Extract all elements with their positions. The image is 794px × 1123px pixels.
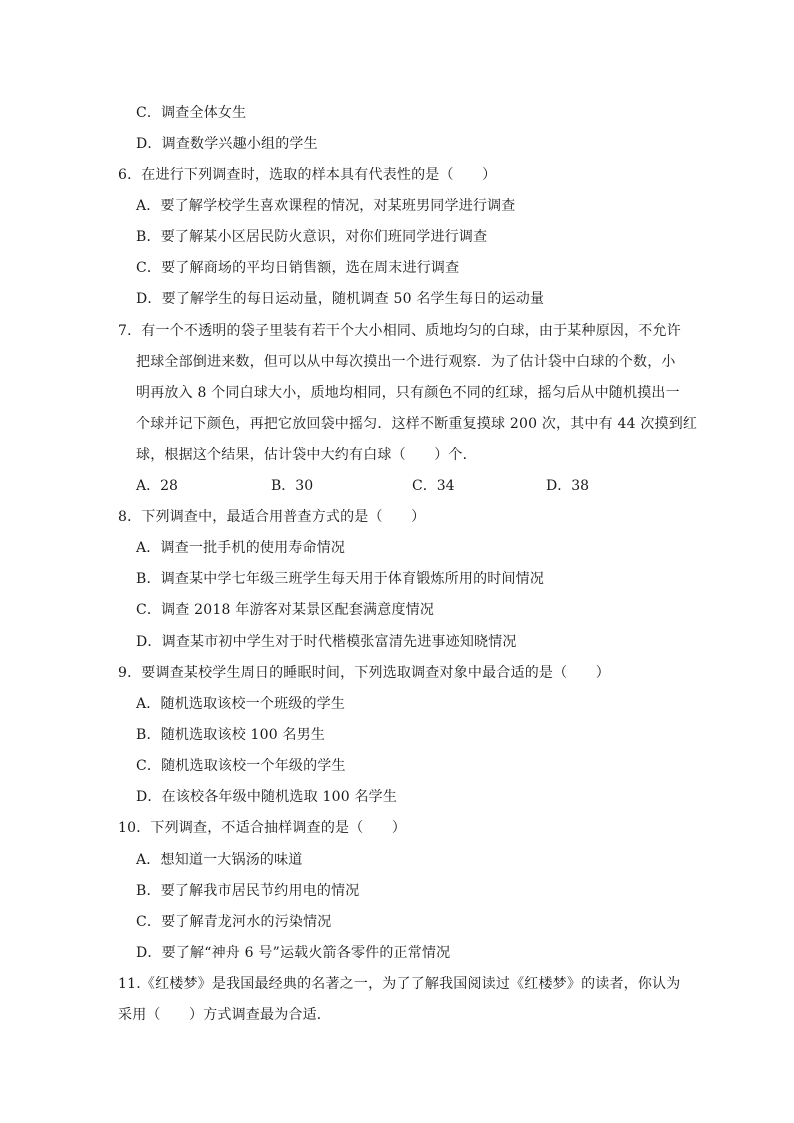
question-7-option-a: A．28 xyxy=(136,478,178,494)
question-11-line-1: 11.《红楼梦》是我国最经典的名著之一，为了了解我国阅读过《红楼梦》的读者，你认为 xyxy=(118,976,681,992)
option-d-prev: D．调查数学兴趣小组的学生 xyxy=(136,136,318,152)
question-7-line-1: 7．有一个不透明的袋子里装有若干个大小相同、质地均匀的白球，由于某种原因，不允许 xyxy=(118,323,681,339)
question-7-line-2: 把球全部倒进来数，但可以从中每次摸出一个进行观察．为了估计袋中白球的个数，小 xyxy=(136,354,676,370)
question-8-option-b: B．调查某中学七年级三班学生每天用于体育锻炼所用的时间情况 xyxy=(136,571,545,587)
question-9-stem: 9．要调查某校学生周日的睡眠时间，下列选取调查对象中最合适的是（ ） xyxy=(118,665,610,681)
question-6-option-a: A．要了解学校学生喜欢课程的情况，对某班男同学进行调查 xyxy=(136,198,516,214)
question-6-option-c: C．要了解商场的平均日销售额，选在周末进行调查 xyxy=(136,260,460,276)
question-8-option-a: A．调查一批手机的使用寿命情况 xyxy=(136,540,346,556)
question-7-line-5: 球，根据这个结果，估计袋中大约有白球（ ）个． xyxy=(136,447,477,463)
question-10-stem: 10．下列调查，不适合抽样调查的是（ ） xyxy=(118,820,407,836)
question-10-option-a: A．想知道一大锅汤的味道 xyxy=(136,852,303,868)
question-8-option-d: D．调查某市初中学生对于时代楷模张富清先进事迹知晓情况 xyxy=(136,634,517,650)
question-10-option-b: B．要了解我市居民节约用电的情况 xyxy=(136,883,360,899)
question-9-option-b: B．随机选取该校 100 名男生 xyxy=(136,727,326,743)
question-6-option-b: B．要了解某小区居民防火意识，对你们班同学进行调查 xyxy=(136,229,488,245)
question-7-line-4: 个球并记下颜色，再把它放回袋中摇匀．这样不断重复摸球 200 次，其中有 44 次摸到红 xyxy=(136,416,698,432)
question-11-line-2: 采用（ ）方式调查最为合适． xyxy=(118,1007,331,1023)
question-9-option-a: A．随机选取该校一个班级的学生 xyxy=(136,696,346,712)
question-9-option-c: C．随机选取该校一个年级的学生 xyxy=(136,758,346,774)
question-7-option-b: B．30 xyxy=(271,478,314,494)
question-7-option-c: C．34 xyxy=(412,478,455,494)
question-8-stem: 8．下列调查中，最适合用普查方式的是（ ） xyxy=(118,509,426,525)
question-8-option-c: C．调查 2018 年游客对某景区配套满意度情况 xyxy=(136,602,435,618)
question-7-line-3: 明再放入 8 个同白球大小，质地均相同，只有颜色不同的红球，摇匀后从中随机摸出一 xyxy=(136,385,680,401)
question-9-option-d: D．在该校各年级中随机选取 100 名学生 xyxy=(136,789,398,805)
question-10-option-c: C．要了解青龙河水的污染情况 xyxy=(136,914,332,930)
question-7-option-d: D．38 xyxy=(546,478,590,494)
question-6-option-d: D．要了解学生的每日运动量，随机调查 50 名学生每日的运动量 xyxy=(136,291,545,307)
option-c-prev: C．调查全体女生 xyxy=(136,105,247,121)
question-10-option-d: D．要了解“神舟 6 号”运载火箭各零件的正常情况 xyxy=(136,945,451,961)
question-6-stem: 6．在进行下列调查时，选取的样本具有代表性的是（ ） xyxy=(118,167,497,183)
